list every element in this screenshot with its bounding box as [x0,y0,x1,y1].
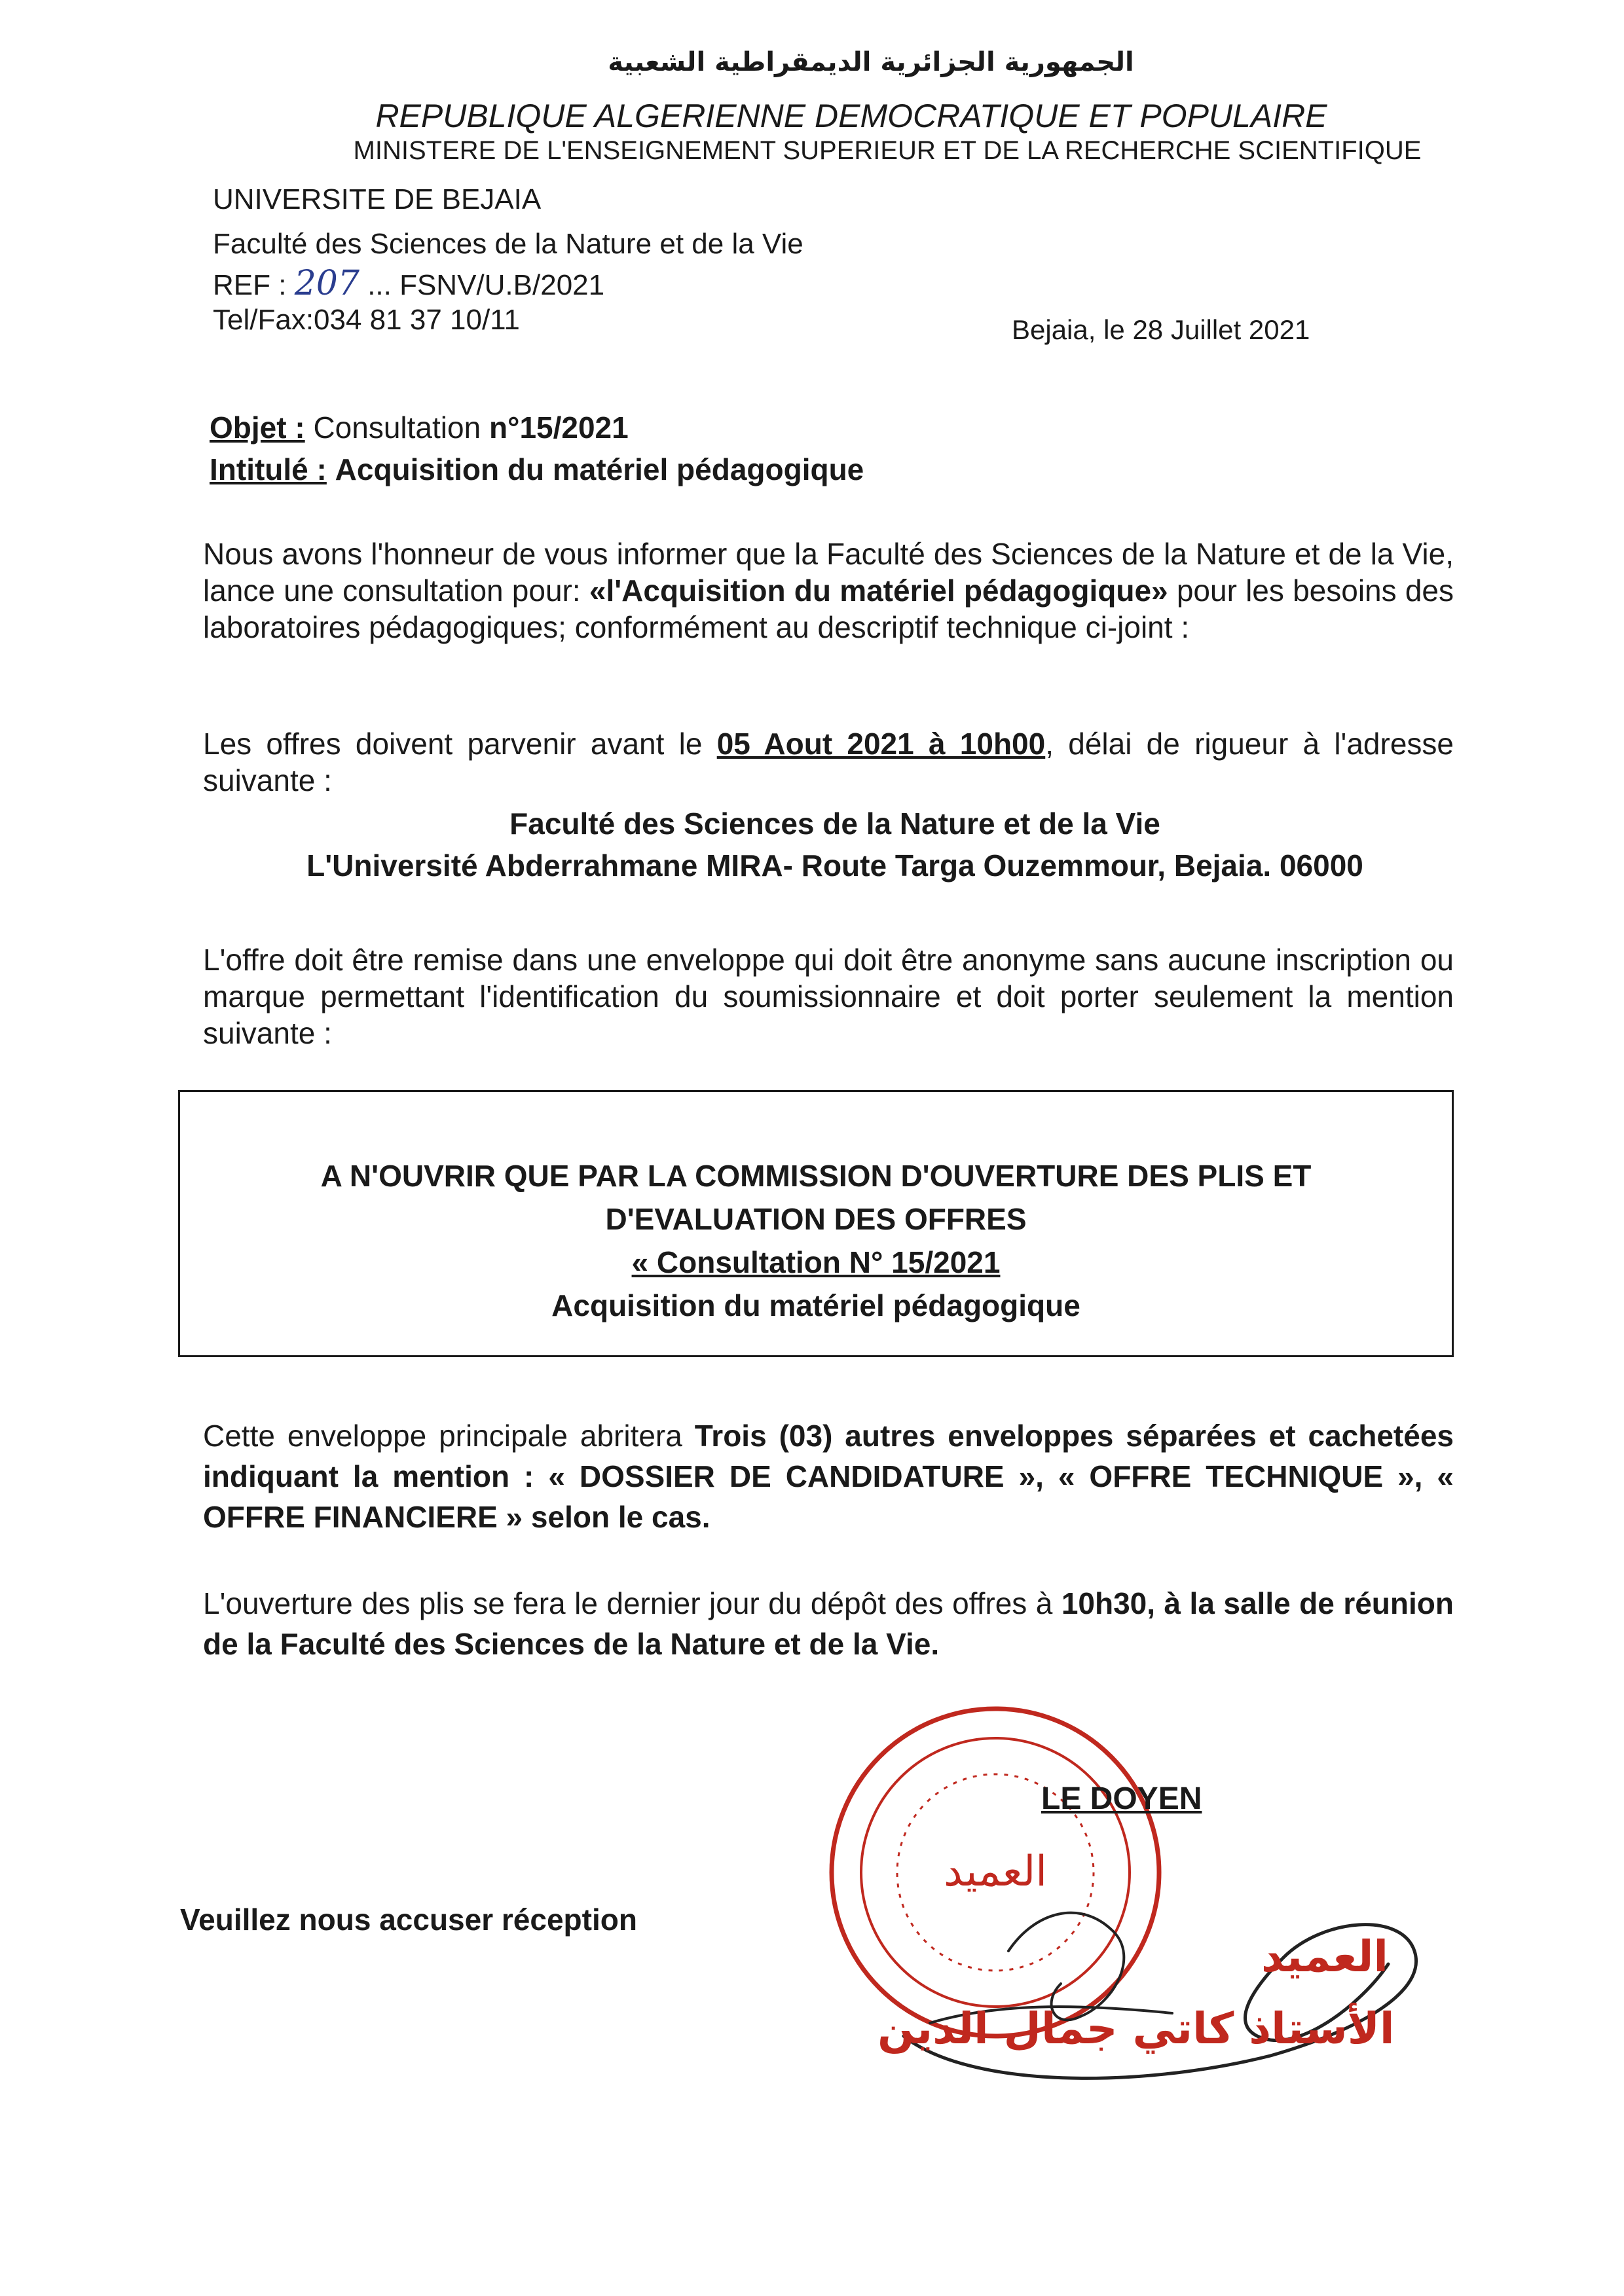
arabic-header: الجمهورية الجزائرية الديمقراطية الشعبية [608,47,1134,77]
acknowledge-receipt: Veuillez nous accuser réception [180,1903,637,1937]
box-line-1: A N'OUVRIR QUE PAR LA COMMISSION D'OUVERTURE DES PLIS ET [320,1159,1312,1193]
box-line-4: Acquisition du matériel pédagogique [551,1288,1080,1322]
p2-part-a: Les offres doivent parvenir avant le [203,727,717,761]
paragraph-intro [203,536,1454,646]
p1-part-b: «l'Acquisition du matériel pédagogique» [589,574,1168,608]
deadline: 05 Aout 2021 à 10h00 [716,727,1046,761]
paragraph-three-envelopes [203,1415,1454,1537]
box-line-3 [180,1241,1452,1284]
paragraph-envelope: L'offre doit être remise dans une enveloppe qui doit être anonyme sans aucune inscription ou marque permettant l'identification du soumissionnaire et doit porter seulement la mention suivante : [203,943,1454,1050]
subject-objet [210,407,629,448]
letter-date: Bejaia, le 28 Juillet 2021 [1012,314,1310,345]
dean-name-arabic: الأستاذ كاتي جمال الدين [877,2003,1395,2054]
university-name: UNIVERSITE DE BEJAIA [213,183,542,215]
ministry-title: MINISTERE DE L'ENSEIGNEMENT SUPERIEUR ET DE LA RECHERCHE SCIENTIFIQUE [353,136,1422,165]
paragraph-deadline [203,725,1454,799]
address-line-1: Faculté des Sciences de la Nature et de la Vie [509,807,1160,841]
stamp-center-text: العميد [943,1848,1048,1896]
box-line-2: D'EVALUATION DES OFFRES [605,1202,1027,1236]
subject-intitule [210,449,864,490]
handwritten-signature [864,1872,1454,2095]
dean-title-arabic: العميد [1261,1931,1388,1982]
p5-part-a: L'ouverture des plis se fera le dernier jour du dépôt des offres à [203,1586,1061,1620]
ref-suffix: ... FSNV/U.B/2021 [367,269,605,301]
paragraph-opening [203,1583,1454,1664]
p1-part-c: pour les besoins des laboratoires pédagogiques; conformément au descriptif technique ci-joint : [203,574,1454,644]
objet-text: Consultation [313,410,481,445]
objet-label: Objet : [210,410,305,445]
p1-part-a: Nous avons l'honneur de vous informer que la Faculté des Sciences de la Nature et de la Vie, lance une consultation pour: [203,537,1454,608]
ref-handwritten-number: 207 [294,264,360,303]
intitule-label: Intitulé : [210,452,327,486]
p5-part-b: 10h30, à la salle de réunion de la Faculté des Sciences de la Nature et de la Vie. [203,1586,1454,1661]
ref-label: REF : [213,269,287,301]
box-consultation: « Consultation N° 15/2021 [631,1245,1001,1279]
p4-part-b: Trois (03) autres enveloppes séparées et cachetées indiquant la mention : « DOSSIER DE CANDIDATURE », « OFFRE TECHNIQUE », « OFFRE FINANCIERE » selon le cas. [203,1419,1454,1534]
le-doyen-label: LE DOYEN [1041,1781,1202,1816]
objet-number: n°15/2021 [489,410,629,445]
telfax: Tel/Fax:034 81 37 10/11 [213,304,520,336]
republic-title: REPUBLIQUE ALGERIENNE DEMOCRATIQUE ET POPULAIRE [375,98,1327,134]
address-line-2: L'Université Abderrahmane MIRA- Route Targa Ouzemmour, Bejaia. 06000 [306,848,1363,883]
p2-part-c: , délai de rigueur à l'adresse suivante : [203,727,1454,797]
p4-part-a: Cette enveloppe principale abritera [203,1419,695,1453]
intitule-text: Acquisition du matériel pédagogique [335,452,864,486]
envelope-mention-box [178,1090,1454,1357]
box-text [180,1154,1452,1327]
faculty-name: Faculté des Sciences de la Nature et de la Vie [213,228,803,260]
